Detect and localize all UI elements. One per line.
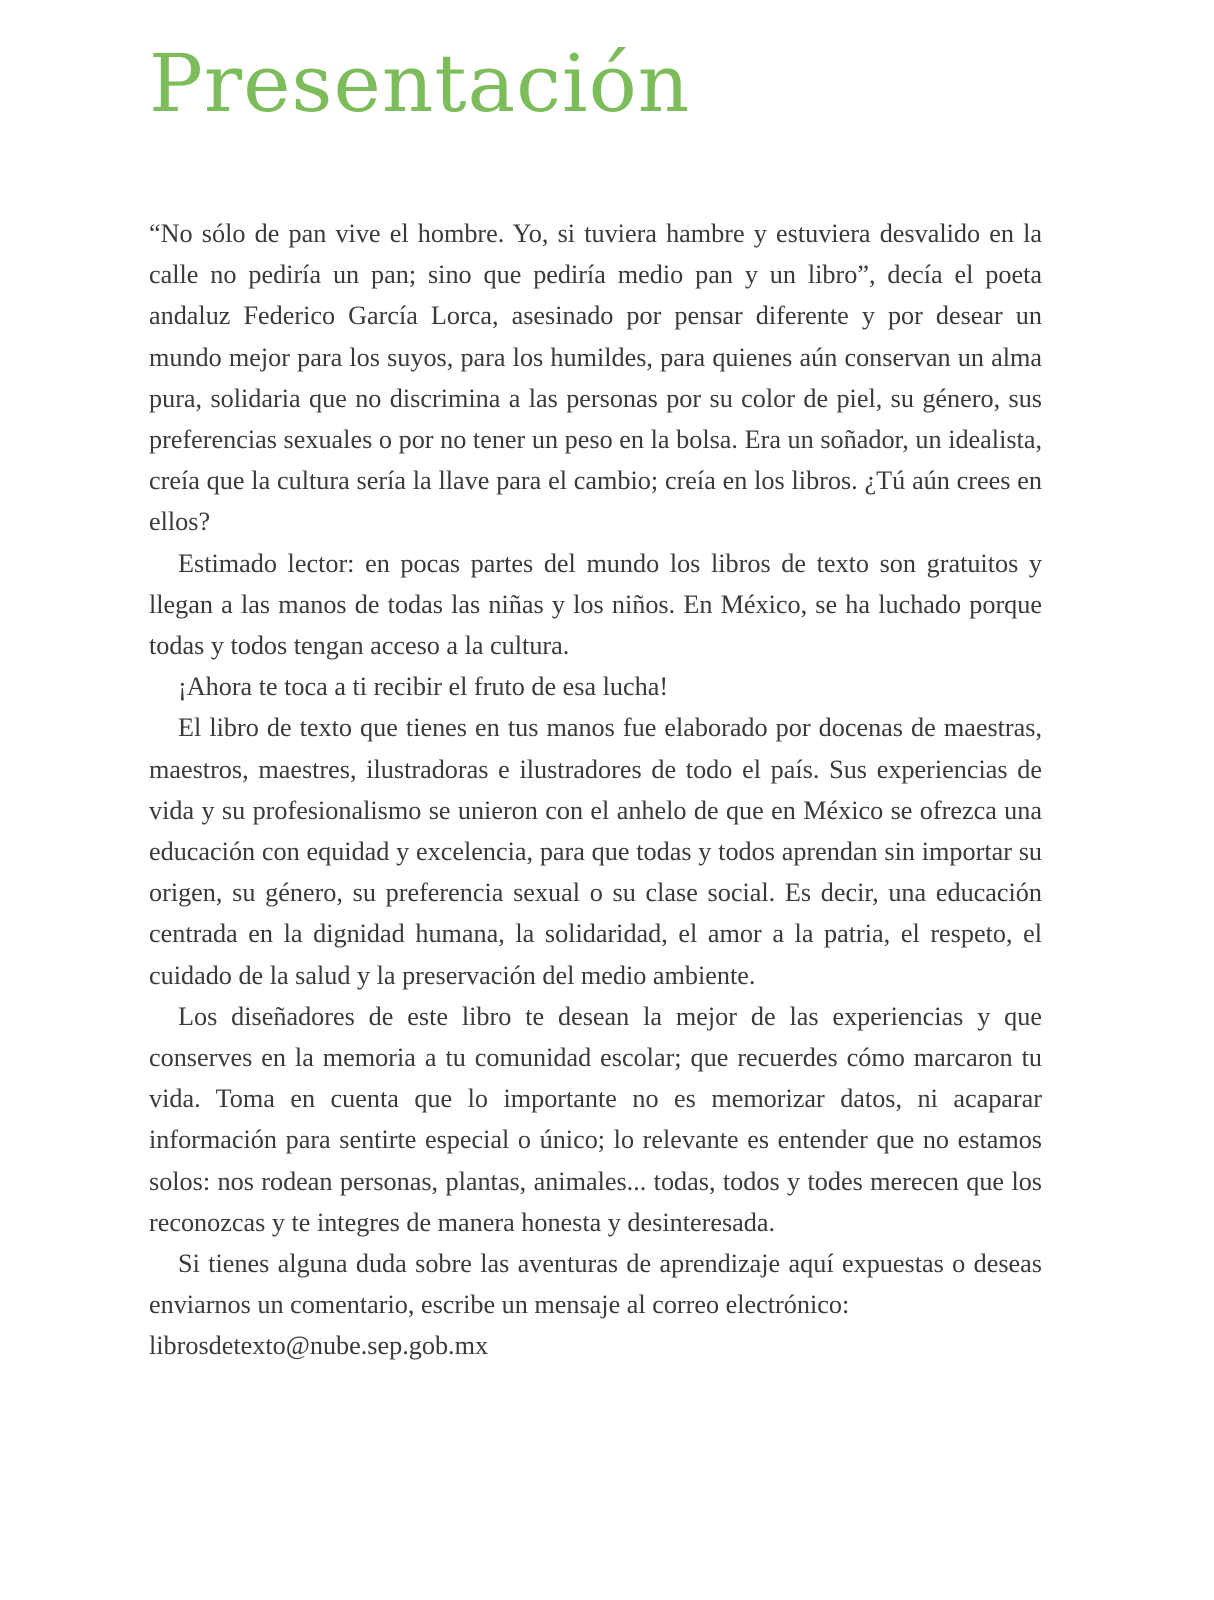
contact-email: librosdetexto@nube.sep.gob.mx — [149, 1331, 489, 1361]
page-title: Presentación — [149, 37, 691, 130]
paragraph-contacto — [149, 1243, 1042, 1367]
paragraph-estimado-lector: Estimado lector: en pocas partes del mundo los libros de texto son gratuitos y llegan a las manos de todas las niñas y los niños. En México, se ha luchado porque todas y todos tengan acceso a la cultura. — [149, 548, 1042, 661]
contact-text: Si tienes alguna duda sobre las aventuras de aprendizaje aquí expuestas o deseas enviarnos un comentario, escribe un mensaje al correo electrónico: — [149, 1249, 1042, 1320]
paragraph-libro-de-texto: El libro de texto que tienes en tus manos fue elaborado por docenas de maestras, maestros, maestres, ilustradoras e ilustradores de todo el país. Sus experiencias de vida y su profesionalismo se unieron con el anhelo de que en México se ofrezca una educación con equidad y excelencia, para que todas y todos aprendan sin importar su origen, su género, su preferencia sexual o su clase social. Es decir, una educación centrada en la dignidad humana, la solidaridad, el amor a la patria, el respeto, el cuidado de la salud y la preservación del medio ambiente. — [149, 713, 1042, 990]
paragraph-ahora-te-toca: ¡Ahora te toca a ti recibir el fruto de esa lucha! — [178, 672, 669, 702]
paragraph-disenadores: Los diseñadores de este libro te desean la mejor de las experiencias y que conserves en la memoria a tu comunidad escolar; que recuerdes cómo marcaron tu vida. Toma en cuenta que lo importante no es memorizar datos, ni acaparar información para sentirte especial o único; lo relevante es entender que no estamos solos: nos rodean personas, plantas, animales... todas, todos y todes merecen que los reconozcas y te integres de manera honesta y desinteresada. — [149, 1001, 1042, 1237]
presentation-body — [149, 213, 1042, 1367]
paragraph-lorca-quote: “No sólo de pan vive el hombre. Yo, si tuviera hambre y estuviera desvalido en la calle no pediría un pan; sino que pediría medio pan y un libro”, decía el poeta andaluz Federico García Lorca, asesinado por pensar diferente y por desear un mundo mejor para los suyos, para los humildes, para quienes aún conservan un alma pura, solidaria que no discrimina a las personas por su color de piel, su género, sus preferencias sexuales o por no tener un peso en la bolsa. Era un soñador, un idealista, creía que la cultura sería la llave para el cambio; creía en los libros. ¿Tú aún crees en ellos? — [149, 219, 1042, 537]
